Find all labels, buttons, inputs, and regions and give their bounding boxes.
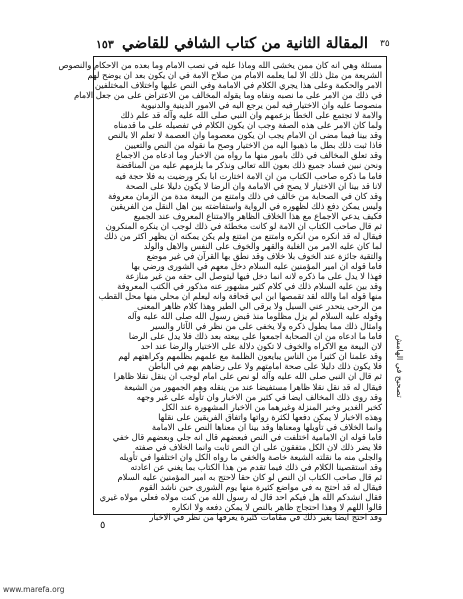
text-line: فاما ما ذكره صاحب الكتاب من ان الامة اختارت ابا بكر ورضيت به فلا حجة فيه bbox=[115, 170, 382, 181]
text-line: قالوا اللهم لا وهذا احتجاج ظاهر بالنص لا يمكن دفعه ولا انكاره bbox=[171, 502, 382, 513]
text-line: فكيف يدعي الاجماع مع هذا الخلاف الظاهر والامتناع المعروف عند الجميع bbox=[133, 210, 382, 221]
text-line: والامة لا تجتمع على الخطأ بزعمهم وان النبي صلى الله عليه وآله قد علم ذلك bbox=[120, 110, 382, 121]
text-line: وقد استقصينا الكلام في ذلك فيما تقدم من هذا الكتاب بما يغني عن اعادته bbox=[130, 461, 382, 472]
text-line: وامثال ذلك مما يطول ذكره ولا يخفى على من نظر في الآثار والسير bbox=[150, 321, 382, 332]
text-line: فيقال له قد احتج به في مواضع كثيرة منها يوم الشورى حين ناشد القوم bbox=[139, 481, 382, 492]
text-line: فيقال له قد نقل نقلا ظاهرا مستفيضا عند من ينقله وهم الجمهور من الشيعة bbox=[124, 381, 382, 392]
text-line: والجلي منه ما نقلته الشيعة خاصة والخفي ما رواه الكل وان اختلفوا في تأويله bbox=[119, 451, 382, 462]
text-line: فاذا ثبت ذلك بطل ما ذهبوا اليه من الاختيار وصح ما نقوله من النص والتعيين bbox=[124, 140, 382, 151]
running-head: المقالة الثانية من كتاب الشافي للقاضي bbox=[122, 34, 368, 52]
text-line: فهذا لا يدل على ما ذكره لانه انما دخل فيها ليتوصل الى حقه من غير منازعة bbox=[125, 270, 382, 281]
text-line: وقد بينا فيما مضى ان الامام يجب ان يكون معصوما وان العصمة لا تعلم الا بالنص bbox=[107, 130, 382, 141]
text-block bbox=[58, 56, 387, 523]
text-line: وقد تعلق المخالف في ذلك بامور منها ما رواه من الاخبار وما ادعاه من الاجماع bbox=[115, 150, 382, 161]
text-line: فقال انشدكم الله هل فيكم احد قال له رسول الله من كنت مولاه فعلي مولاه غيري bbox=[99, 492, 382, 503]
text-line: ثم قال صاحب الكتاب ان الامة لو كانت مخطئة في ذلك لوجب ان ينكره المنكرون bbox=[105, 220, 382, 231]
text-line: فلا يكون ذلك دليلا على صحة امامتهم ولا على رضاهم بهم في الباطن bbox=[148, 361, 382, 372]
text-line: من الرحى ينحدر عني السيل ولا يرقى الي الطير وهذا كلام ظاهر المعنى bbox=[137, 301, 382, 312]
text-line: والتقية جائزة عند الخوف بلا خلاف وقد نطق بها القرآن في غير موضع bbox=[146, 250, 382, 261]
text-line: فاما قوله ان امير المؤمنين عليه السلام دخل معهم في الشورى ورضي بها bbox=[131, 260, 382, 271]
text-line: وانما الخلاف في تأويلها ومعناها وقد بينا ان معناها النص على الامامة bbox=[151, 421, 382, 432]
text-line: ثم قال صاحب الكتاب ان النص لو كان حقا لاحتج به امير المؤمنين عليه السلام bbox=[117, 471, 382, 482]
text-line: فاما ما ادعاه من ان الصحابة اجمعوا على بيعته بعد ذلك فلا يدل على الرضا bbox=[128, 331, 382, 342]
text-line: لما كان عليه الامر من الغلبة والقهر والخوف على النفس والاهل والولد bbox=[143, 240, 382, 251]
text-line: وقد بين عليه السلام ذلك في كلام كثير مشهور عنه مذكور في الكتب المعروفة bbox=[117, 281, 382, 292]
text-line: مسئلة وهي انه كان ممن يخشى الله وماذا عليه في نصب الامام وما بعده من الاحكام والنصوص bbox=[58, 60, 382, 70]
page-number: ١٥٣ bbox=[96, 38, 114, 51]
text-line: وهذه الاخبار لا يمكن دفعها لكثرة رواتها واتفاق الفريقين على نقلها bbox=[158, 411, 382, 422]
text-line: فلا يضر ذلك لان الكل متفقون على ان النص ثابت وانما الخلاف في صفته bbox=[134, 441, 382, 452]
text-line: وقد روى ذلك المخالف ايضا في كثير من الاخبار وان تأوله على غير وجهه bbox=[136, 391, 382, 402]
text-line: وقد علمنا ان كثيرا من الناس يبايعون الظلمة مع علمهم بظلمهم وكراهتهم لهم bbox=[118, 351, 382, 362]
margin-note: تصحيح في الهامش bbox=[395, 335, 404, 398]
text-line: منها قوله اما والله لقد تقمصها ابن ابي قحافة وانه ليعلم ان محلي منها محل القطب bbox=[98, 291, 382, 302]
watermark: www.marefa.org bbox=[3, 585, 65, 594]
text-line: فيقال له قد انكره من انكره وامتنع من امتنع ولم يكن يمكنه ان يظهر اكثر من ذلك bbox=[104, 230, 382, 241]
side-mark: ٣٥ bbox=[380, 39, 390, 49]
text-line: في ذلك من الامر على ما نصبه ونفاه وما يقوله المخالف من الاعتراض على من جعل الامام bbox=[73, 90, 382, 101]
text-line: فاما قوله ان الامامية اختلفت في النص فبعضهم قال انه جلي وبعضهم قال خفي bbox=[112, 431, 382, 442]
text-line: لانا قد بينا ان الاختيار لا يصح في الامامة وان الرضا لا يكون دليلا على الصحة bbox=[125, 180, 382, 191]
text-line: ثم قال ان النبي صلى الله عليه وآله لو نص على امام لوجب ان ينقل نقلا ظاهرا bbox=[113, 371, 382, 382]
text-line: وقد كان في الصحابة من خالف في ذلك وامتنع من البيعة مدة من الزمان معروفة bbox=[107, 190, 382, 201]
text-line: الامر والحكمة وعلى هذا يجري الكلام في الامامة وفي النص عليها واختلاف المختلفين bbox=[94, 80, 382, 91]
text-line: ونحن نبين فساد جميع ذلك بعون الله تعالى ونذكر ما يلزمهم عليه من المناقضة bbox=[116, 160, 382, 171]
text-line: الشريعة من مثل ذلك الا لما يعلمه الامام من صلاح الامة في ان يكون بعد ان يوضح لهم bbox=[87, 70, 382, 81]
text-line: وقوله عليه السلام لم يزل مظلوما منذ قبض رسول الله صلى الله عليه وآله bbox=[127, 311, 382, 322]
text-line: منصوصا عليه وان الاختيار فيه لمن يرجع اليه في الامور الدينية والدنيوية bbox=[140, 100, 382, 111]
text-line: وليس يمكن دفع ذلك لظهوره في الرواية واستفاضته بين اهل النقل من الفريقين bbox=[110, 200, 382, 211]
text-line: ولما كان الامر على هذه الصفة وجب ان يكون الكلام في تفصيله على ما قدمناه bbox=[113, 120, 382, 131]
text-line: لان البيعة مع الاكراه والخوف لا تكون دلالة على الاختيار والرضا عند احد bbox=[140, 341, 382, 352]
text-line: وقد احتج ايضا بغير ذلك في مقامات كثيرة يعرفها من نظر في الاخبار bbox=[149, 512, 382, 523]
text-line: كخبر الغدير وخبر المنزلة وغيرهما من الاخبار المشهورة عند الكل bbox=[161, 401, 382, 412]
signature-mark: ٥ bbox=[100, 520, 106, 531]
